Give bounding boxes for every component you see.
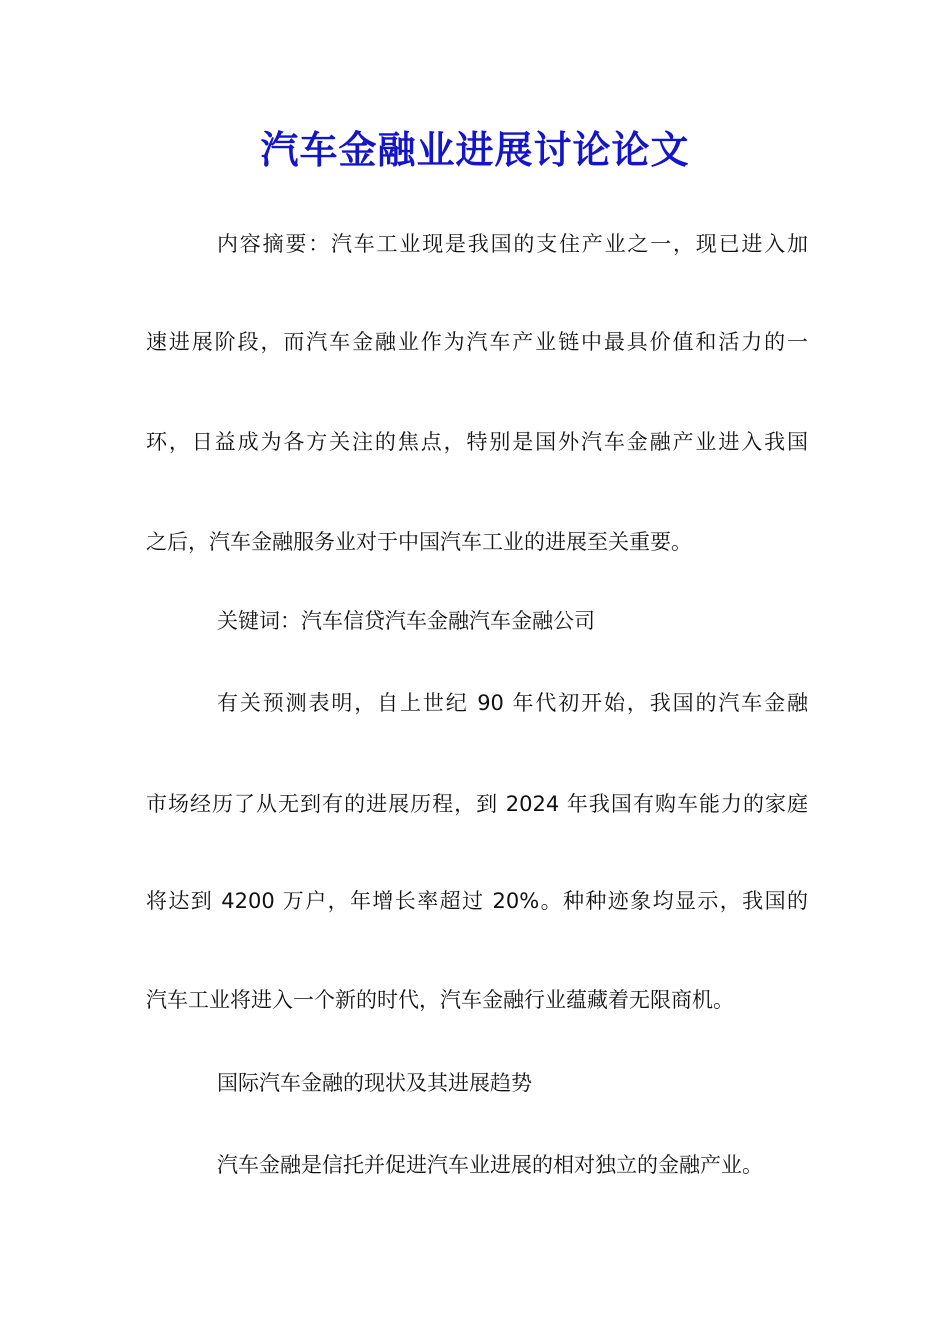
paragraph-line: 环，日益成为各方关注的焦点，特别是国外汽车金融产业进入我国 [146, 430, 808, 454]
paragraph-line: 市场经历了从无到有的进展历程，到 2024 年我国有购车能力的家庭 [146, 792, 808, 816]
paragraph-line: 速进展阶段，而汽车金融业作为汽车产业链中最具价值和活力的一 [146, 330, 808, 354]
paragraph-line: 内容摘要：汽车工业现是我国的支住产业之一，现已进入加 [217, 232, 808, 256]
paragraph-line: 将达到 4200 万户，年增长率超过 20%。种种迹象均显示，我国的 [146, 889, 808, 913]
document-title: 汽车金融业进展讨论论文 [260, 128, 690, 172]
paragraph-line: 有关预测表明，自上世纪 90 年代初开始，我国的汽车金融 [217, 691, 808, 715]
paragraph-line: 之后，汽车金融服务业对于中国汽车工业的进展至关重要。 [146, 530, 692, 554]
keywords-line: 关键词：汽车信贷汽车金融汽车金融公司 [217, 609, 595, 633]
paragraph-line: 汽车工业将进入一个新的时代，汽车金融行业蕴藏着无限商机。 [146, 988, 734, 1012]
paragraph-line: 汽车金融是信托并促进汽车业进展的相对独立的金融产业。 [217, 1153, 763, 1177]
section-heading: 国际汽车金融的现状及其进展趋势 [217, 1071, 532, 1095]
